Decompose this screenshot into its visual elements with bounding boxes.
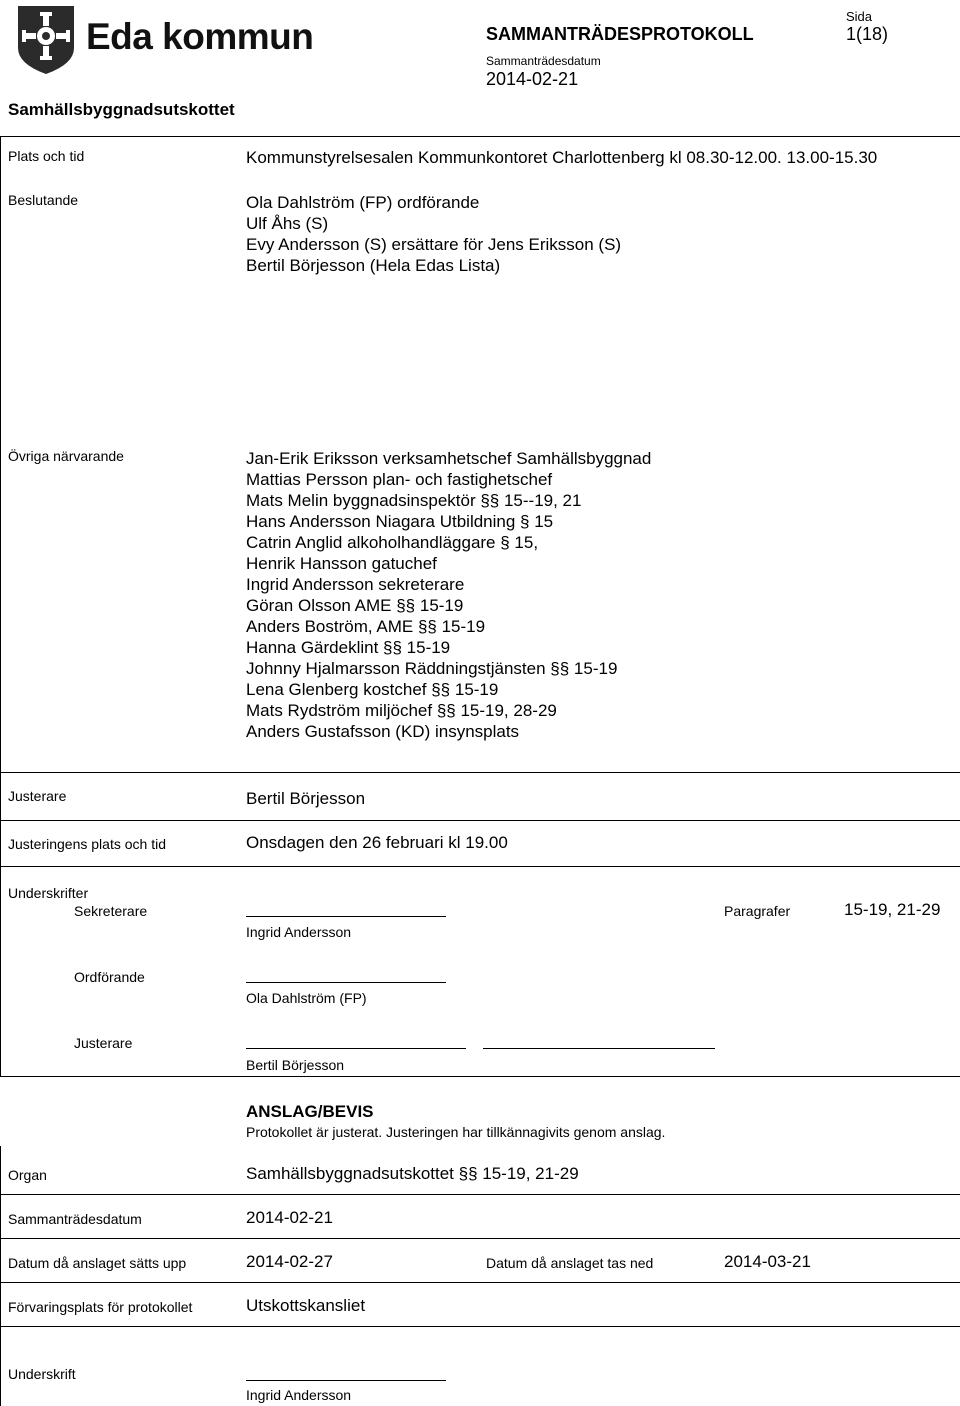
decision-member: Ola Dahlström (FP) ordförande	[246, 193, 480, 212]
other-attendee: Mattias Persson plan- och fastighetschef	[246, 470, 553, 489]
storage-label: Förvaringsplats för protokollet	[8, 1299, 193, 1315]
decision-label: Beslutande	[8, 192, 79, 208]
left-border	[0, 1146, 1, 1406]
notice-title: ANSLAG/BEVIS	[246, 1102, 374, 1121]
chair-label: Ordförande	[74, 969, 145, 985]
committee-name: Samhällsbyggnadsutskottet	[8, 100, 235, 119]
removed-label: Datum då anslaget tas ned	[486, 1255, 654, 1271]
adjuster-label: Justerare	[8, 788, 67, 804]
section-divider	[0, 1194, 960, 1195]
adjust-place-value: Onsdagen den 26 februari kl 19.00	[246, 833, 508, 852]
notice-signature-name: Ingrid Andersson	[246, 1387, 352, 1403]
page-label: Sida	[846, 9, 873, 24]
meeting-date-label: Sammanträdesdatum	[486, 54, 601, 68]
adjuster-signature-line-2	[483, 1048, 715, 1049]
other-attendee: Mats Rydström miljöchef §§ 15-19, 28-29	[246, 701, 557, 720]
secretary-signature-line	[246, 916, 446, 917]
organ-label: Organ	[8, 1167, 47, 1183]
paragraphs-value: 15-19, 21-29	[844, 900, 941, 919]
posted-label: Datum då anslaget sätts upp	[8, 1255, 187, 1271]
notice-date-value: 2014-02-21	[246, 1208, 333, 1227]
section-divider	[0, 1282, 960, 1283]
other-attendee: Hanna Gärdeklint §§ 15-19	[246, 638, 451, 657]
organ-value: Samhällsbyggnadsutskottet §§ 15-19, 21-29	[246, 1164, 579, 1183]
place-value: Kommunstyrelsesalen Kommunkontoret Charlottenberg kl 08.30-12.00. 13.00-15.30	[246, 148, 878, 167]
other-attendee: Anders Gustafsson (KD) insynsplats	[246, 722, 520, 741]
other-attendee: Henrik Hansson gatuchef	[246, 554, 437, 573]
paragraphs-label: Paragrafer	[724, 903, 791, 919]
other-attendee: Johnny Hjalmarsson Räddningstjänsten §§ 15-19	[246, 659, 618, 678]
eda-kommun-logo-icon	[14, 4, 78, 76]
secretary-label: Sekreterare	[74, 903, 148, 919]
decision-member: Bertil Börjesson (Hela Edas Lista)	[246, 256, 501, 275]
logo-wordmark: Eda kommun	[86, 16, 314, 57]
signature-adjuster-name: Bertil Börjesson	[246, 1057, 345, 1073]
others-label: Övriga närvarande	[8, 448, 124, 464]
signatures-heading: Underskrifter	[8, 885, 89, 901]
decision-members	[246, 192, 621, 276]
place-label: Plats och tid	[8, 148, 85, 164]
other-attendee: Anders Boström, AME §§ 15-19	[246, 617, 486, 636]
adjuster-signature-line	[246, 1048, 466, 1049]
section-divider	[0, 1326, 960, 1327]
section-divider	[0, 1238, 960, 1239]
others-list	[246, 448, 651, 742]
adjust-place-label: Justeringens plats och tid	[8, 836, 166, 852]
page-number: 1(18)	[846, 24, 889, 44]
other-attendee: Ingrid Andersson sekreterare	[246, 575, 465, 594]
removed-value: 2014-03-21	[724, 1252, 811, 1271]
left-border	[0, 136, 1, 1076]
meeting-date: 2014-02-21	[486, 69, 579, 89]
signature-adjuster-label: Justerare	[74, 1035, 133, 1051]
other-attendee: Hans Andersson Niagara Utbildning § 15	[246, 512, 554, 531]
adjuster-value: Bertil Börjesson	[246, 789, 366, 808]
section-divider	[0, 866, 960, 867]
other-attendee: Jan-Erik Eriksson verksamhetschef Samhällsbyggnad	[246, 449, 652, 468]
decision-member: Ulf Åhs (S)	[246, 214, 329, 233]
notice-text: Protokollet är justerat. Justeringen har tillkännagivits genom anslag.	[246, 1124, 666, 1140]
notice-signature-line	[246, 1380, 446, 1381]
section-divider	[0, 820, 960, 821]
other-attendee: Lena Glenberg kostchef §§ 15-19	[246, 680, 499, 699]
secretary-name: Ingrid Andersson	[246, 924, 352, 940]
signature-label: Underskrift	[8, 1366, 76, 1382]
decision-member: Evy Andersson (S) ersättare för Jens Eriksson (S)	[246, 235, 622, 254]
chair-signature-line	[246, 982, 446, 983]
section-divider	[0, 1076, 960, 1077]
section-divider	[0, 772, 960, 773]
other-attendee: Göran Olsson AME §§ 15-19	[246, 596, 464, 615]
other-attendee: Mats Melin byggnadsinspektör §§ 15--19, 21	[246, 491, 582, 510]
storage-value: Utskottskansliet	[246, 1296, 366, 1315]
document-title: SAMMANTRÄDESPROTOKOLL	[486, 24, 754, 44]
posted-value: 2014-02-27	[246, 1252, 333, 1271]
other-attendee: Catrin Anglid alkoholhandläggare § 15,	[246, 533, 539, 552]
chair-name: Ola Dahlström (FP)	[246, 990, 367, 1006]
header-divider	[0, 136, 960, 137]
notice-date-label: Sammanträdesdatum	[8, 1211, 142, 1227]
